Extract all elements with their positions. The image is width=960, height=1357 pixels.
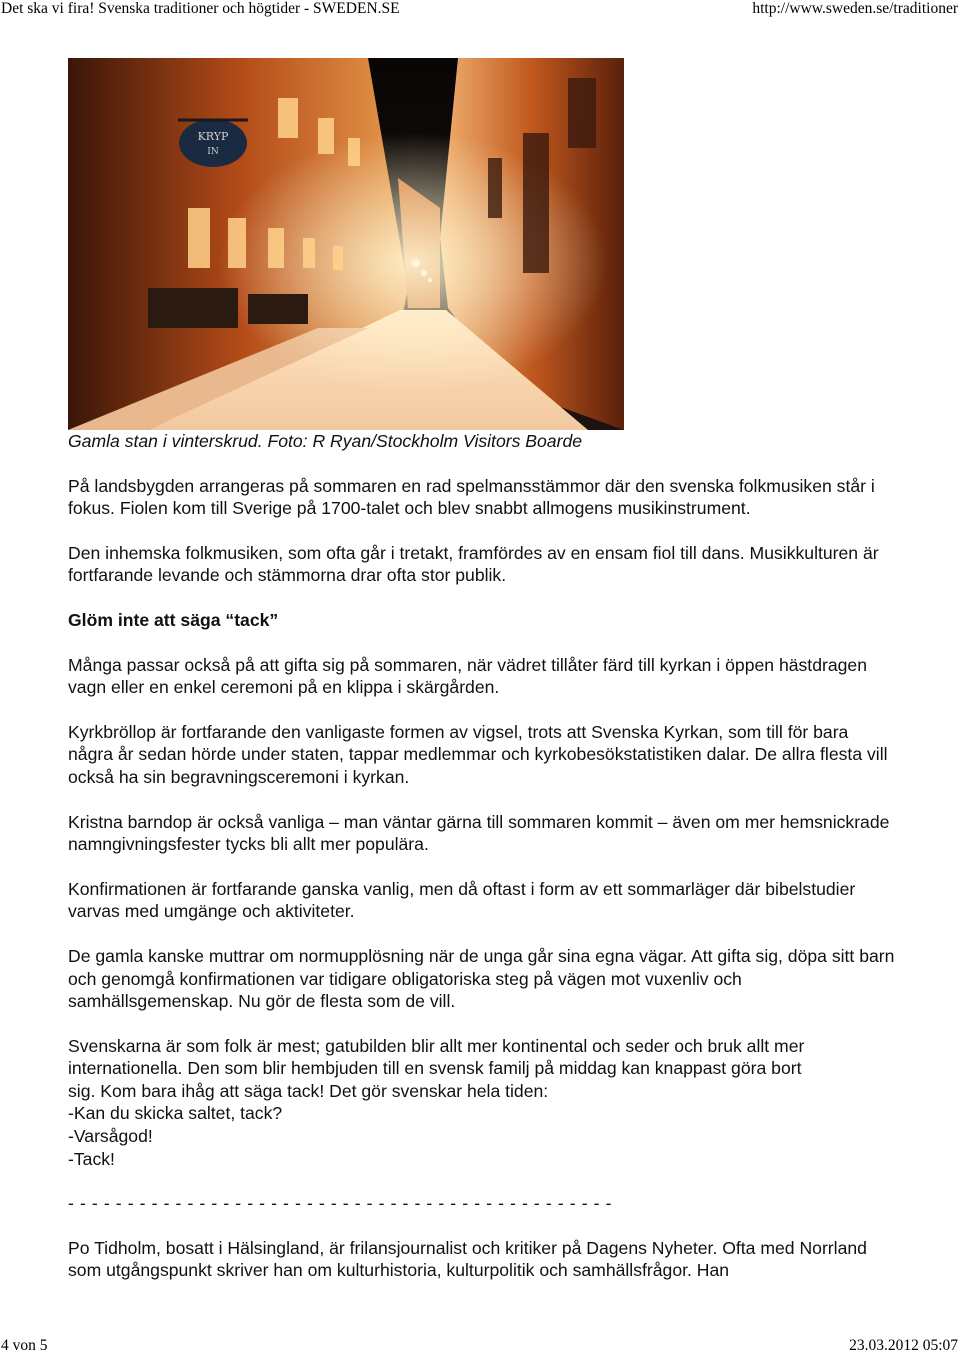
paragraph-weddings: Många passar också på att gifta sig på sommaren, när vädret tillåter färd till kyrkan i öppen hästdragen vagn eller en enkel ceremoni på en klippa i skärgården.: [68, 654, 867, 698]
section-heading: Glöm inte att säga “tack”: [68, 609, 279, 630]
text-line: sig. Kom bara ihåg att säga tack! Det gör svenskar hela tiden:: [68, 1080, 549, 1101]
text-line: internationella. Den som blir hembjuden till en svensk familj på middag kan knappast göra bort: [68, 1058, 802, 1079]
author-bio: Po Tidholm, bosatt i Hälsingland, är frilansjournalist och kritiker på Dagens Nyheter. Ofta med Norrland som utgångspunkt skriver han om kulturhistoria, kulturpolitik och samhällsfrågor. Han: [68, 1237, 867, 1281]
sign-text-line: KRYP: [197, 130, 229, 143]
photo-caption: Gamla stan i vinterskrud. Foto: R Ryan/Stockholm Visitors Boarde: [68, 431, 583, 451]
paragraph-baptism: Kristna barndop är också vanliga – man väntar gärna till sommaren kommit – även om mer hemsnickrade namngivningsfester tycks bli allt mer populära.: [68, 811, 890, 855]
page-url: http://www.sweden.se/traditioner: [752, 0, 958, 17]
paragraph-folkmusic: På landsbygden arrangeras på sommaren en rad spelmansstämmor där den svenska folkmusiken står i fokus. Fiolen kom till Sverige på 1700-talet och blev snabbt allmogens musikinstrument.: [68, 475, 875, 519]
street-photo: [68, 58, 624, 430]
print-footer: [0, 1337, 960, 1357]
page-number: 4 von 5: [1, 1337, 48, 1354]
paragraph-traditions: De gamla kanske muttrar om normupplösning när de unga går sina egna vägar. Att gifta sig, döpa sitt barn och genomgå konfirmationen var tidigare obligatoriska steg på vägen mot vuxenliv och samhällsgemenskap. Nu gör de flesta som de vill.: [68, 945, 895, 1012]
svg-text:IN: IN: [207, 147, 219, 157]
print-datetime: 23.03.2012 05:07: [849, 1337, 958, 1354]
paragraph-fiddle: Den inhemska folkmusiken, som ofta går i tretakt, framfördes av en ensam fiol till dans. Musikkulturen är fortfarande levande och stämmorna drar ofta stor publik.: [68, 542, 879, 586]
article-body: [68, 430, 898, 1282]
print-header: [0, 0, 960, 20]
paragraph-church-weddings: Kyrkbröllop är fortfarande den vanligaste formen av vigsel, trots att Svenska Kyrkan, som till för bara några år sedan hörde under staten, tappar medlemmar och kyrkobesökstatistiken dalar. De allra flesta vill också ha sin begravningsceremoni i kyrkan.: [68, 721, 888, 787]
text-line: Svenskarna är som folk är mest; gatubilden blir allt mer kontinental och seder och bruk allt mer: [68, 1035, 805, 1056]
paragraph-manners: [68, 1035, 898, 1171]
dialogue-line: -Tack!: [68, 1148, 115, 1169]
separator: - - - - - - - - - - - - - - - - - - - - - - - - - - - - - - - - - - - - - - - - - - - - - -: [68, 1193, 613, 1214]
page-title: Det ska vi fira! Svenska traditioner och högtider - SWEDEN.SE: [1, 0, 400, 17]
dialogue-line: -Kan du skicka saltet, tack?: [68, 1103, 283, 1124]
dialogue-line: -Varsågod!: [68, 1126, 153, 1147]
paragraph-confirmation: Konfirmationen är fortfarande ganska vanlig, men då oftast i form av ett sommarläger där bibelstudier varvas med umgänge och aktiviteter.: [68, 878, 856, 922]
